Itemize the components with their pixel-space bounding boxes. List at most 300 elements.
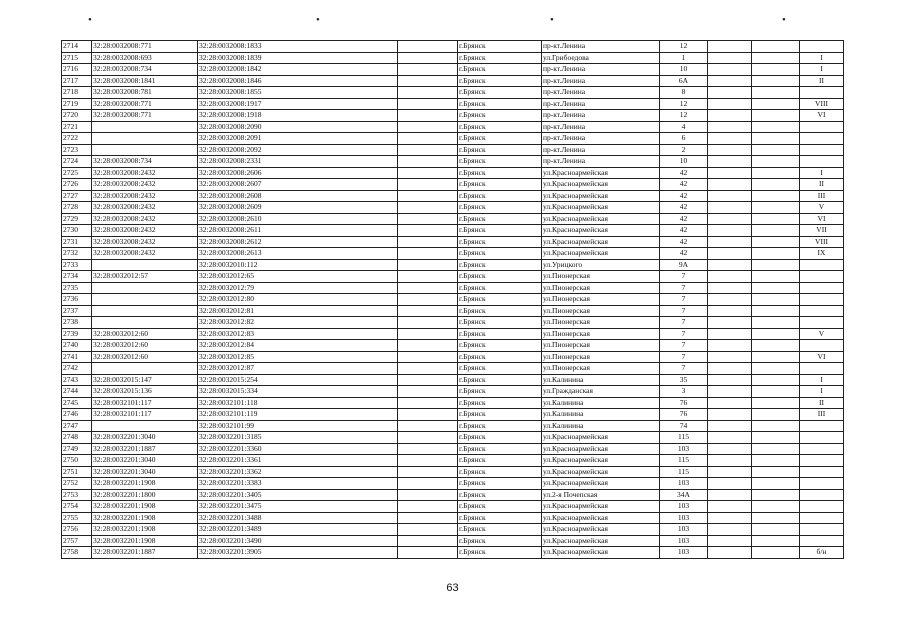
cell-empty (752, 374, 800, 386)
cell-street: пр-кт.Ленина (542, 121, 660, 133)
cell-cadastral-number: 32:28:0032201:3490 (198, 535, 398, 547)
cell-empty (398, 397, 458, 409)
cell-parent-cadastral-number (92, 305, 198, 317)
cell-premises (800, 535, 844, 547)
cell-premises: VI (800, 213, 844, 225)
cell-parent-cadastral-number: 32:28:0032201:1908 (92, 501, 198, 513)
cell-city: г.Брянск (458, 409, 542, 421)
cell-city: г.Брянск (458, 52, 542, 64)
cell-number: 2742 (62, 363, 92, 375)
cell-empty (398, 248, 458, 260)
cell-house: 103 (660, 524, 708, 536)
cell-number: 2720 (62, 110, 92, 122)
cell-cadastral-number: 32:28:0032008:1839 (198, 52, 398, 64)
cell-cadastral-number: 32:28:0032008:2091 (198, 133, 398, 145)
table-row (62, 282, 844, 294)
cell-empty (752, 512, 800, 524)
cell-empty (708, 110, 752, 122)
cell-house: 9А (660, 259, 708, 271)
cell-number: 2722 (62, 133, 92, 145)
cell-empty (398, 501, 458, 513)
cell-number: 2725 (62, 167, 92, 179)
cell-empty (708, 202, 752, 214)
cell-empty (752, 225, 800, 237)
cell-empty (398, 64, 458, 76)
cell-empty (398, 432, 458, 444)
cell-city: г.Брянск (458, 305, 542, 317)
cell-number: 2735 (62, 282, 92, 294)
cell-premises (800, 282, 844, 294)
cell-street: ул.Пионерская (542, 305, 660, 317)
cell-premises (800, 466, 844, 478)
cell-street: ул.Красноармейская (542, 455, 660, 467)
cell-street: пр-кт.Ленина (542, 75, 660, 87)
cell-city: г.Брянск (458, 98, 542, 110)
cell-street: пр-кт.Ленина (542, 133, 660, 145)
cell-cadastral-number: 32:28:0032010:112 (198, 259, 398, 271)
cell-house: 3 (660, 386, 708, 398)
cell-empty (398, 420, 458, 432)
cell-city: г.Брянск (458, 248, 542, 260)
cell-house: 103 (660, 478, 708, 490)
cell-house: 115 (660, 455, 708, 467)
table-row (62, 156, 844, 168)
cell-premises: I (800, 167, 844, 179)
cell-city: г.Брянск (458, 87, 542, 99)
cell-empty (708, 41, 752, 53)
cell-street: ул.Калинина (542, 397, 660, 409)
cell-premises: III (800, 409, 844, 421)
cell-empty (752, 190, 800, 202)
table-row (62, 420, 844, 432)
table-row (62, 144, 844, 156)
cell-parent-cadastral-number: 32:28:0032008:2432 (92, 179, 198, 191)
cell-street: пр-кт.Ленина (542, 41, 660, 53)
cell-parent-cadastral-number: 32:28:0032201:3040 (92, 455, 198, 467)
cell-street: ул.Красноармейская (542, 190, 660, 202)
cell-parent-cadastral-number: 32:28:0032012:60 (92, 328, 198, 340)
cell-parent-cadastral-number: 32:28:0032101:117 (92, 409, 198, 421)
cell-empty (752, 547, 800, 559)
cell-parent-cadastral-number: 32:28:0032008:781 (92, 87, 198, 99)
cell-city: г.Брянск (458, 466, 542, 478)
table-row (62, 121, 844, 133)
cell-empty (398, 41, 458, 53)
cell-street: ул.Красноармейская (542, 236, 660, 248)
table-row (62, 455, 844, 467)
cell-number: 2726 (62, 179, 92, 191)
cell-city: г.Брянск (458, 179, 542, 191)
cell-empty (398, 317, 458, 329)
cell-cadastral-number: 32:28:0032015:254 (198, 374, 398, 386)
cell-cadastral-number: 32:28:0032008:1918 (198, 110, 398, 122)
cell-parent-cadastral-number: 32:28:0032201:1908 (92, 524, 198, 536)
cell-parent-cadastral-number: 32:28:0032201:1887 (92, 443, 198, 455)
cell-empty (398, 167, 458, 179)
cell-premises: I (800, 374, 844, 386)
page-number: 63 (446, 582, 459, 594)
cell-empty (752, 432, 800, 444)
cell-street: ул.Красноармейская (542, 432, 660, 444)
cell-city: г.Брянск (458, 225, 542, 237)
cell-empty (398, 524, 458, 536)
cell-city: г.Брянск (458, 156, 542, 168)
cell-empty (398, 202, 458, 214)
cell-empty (708, 75, 752, 87)
cell-empty (708, 167, 752, 179)
cell-premises (800, 432, 844, 444)
cell-cadastral-number: 32:28:0032012:80 (198, 294, 398, 306)
cell-cadastral-number: 32:28:0032201:3360 (198, 443, 398, 455)
cell-empty (752, 351, 800, 363)
cell-parent-cadastral-number: 32:28:0032201:3040 (92, 466, 198, 478)
cell-cadastral-number: 32:28:0032012:79 (198, 282, 398, 294)
table-row (62, 87, 844, 99)
cell-number: 2754 (62, 501, 92, 513)
cell-cadastral-number: 32:28:0032008:2606 (198, 167, 398, 179)
table-row (62, 374, 844, 386)
cell-street: ул.Пионерская (542, 340, 660, 352)
cell-premises: I (800, 386, 844, 398)
cell-empty (708, 443, 752, 455)
cell-number: 2757 (62, 535, 92, 547)
cell-street: ул.Красноармейская (542, 167, 660, 179)
cell-street: ул.Пионерская (542, 271, 660, 283)
cell-empty (752, 305, 800, 317)
cell-parent-cadastral-number (92, 121, 198, 133)
cell-number: 2743 (62, 374, 92, 386)
cell-premises (800, 443, 844, 455)
cell-city: г.Брянск (458, 340, 542, 352)
cell-parent-cadastral-number: 32:28:0032101:117 (92, 397, 198, 409)
cell-city: г.Брянск (458, 397, 542, 409)
cell-number: 2728 (62, 202, 92, 214)
cell-parent-cadastral-number: 32:28:0032008:771 (92, 110, 198, 122)
cell-parent-cadastral-number: 32:28:0032201:1887 (92, 547, 198, 559)
cell-street: ул.Красноармейская (542, 535, 660, 547)
table-row (62, 133, 844, 145)
cell-premises (800, 87, 844, 99)
cell-parent-cadastral-number: 32:28:0032201:1908 (92, 535, 198, 547)
cell-city: г.Брянск (458, 282, 542, 294)
cell-number: 2740 (62, 340, 92, 352)
cell-empty (752, 87, 800, 99)
table-row (62, 363, 844, 375)
cell-house: 2 (660, 144, 708, 156)
cell-empty (398, 535, 458, 547)
cell-empty (398, 121, 458, 133)
table-row (62, 190, 844, 202)
cell-empty (398, 374, 458, 386)
cell-parent-cadastral-number: 32:28:0032012:57 (92, 271, 198, 283)
table-row (62, 478, 844, 490)
cell-city: г.Брянск (458, 317, 542, 329)
cell-premises (800, 317, 844, 329)
cell-number: 2717 (62, 75, 92, 87)
cell-empty (708, 535, 752, 547)
cell-parent-cadastral-number (92, 317, 198, 329)
cell-house: 42 (660, 202, 708, 214)
cell-number: 2748 (62, 432, 92, 444)
cell-street: пр-кт.Ленина (542, 110, 660, 122)
cell-premises (800, 294, 844, 306)
cell-street: ул.Пионерская (542, 282, 660, 294)
cell-empty (752, 110, 800, 122)
cell-parent-cadastral-number: 32:28:0032008:734 (92, 156, 198, 168)
cell-cadastral-number: 32:28:0032008:1833 (198, 41, 398, 53)
cell-premises: V (800, 202, 844, 214)
cell-parent-cadastral-number: 32:28:0032008:734 (92, 64, 198, 76)
cell-empty (708, 478, 752, 490)
cell-house: 12 (660, 41, 708, 53)
cell-empty (708, 133, 752, 145)
cell-city: г.Брянск (458, 443, 542, 455)
cell-cadastral-number: 32:28:0032012:81 (198, 305, 398, 317)
cell-empty (708, 501, 752, 513)
cell-number: 2751 (62, 466, 92, 478)
cell-street: ул.Пионерская (542, 351, 660, 363)
cell-empty (398, 87, 458, 99)
cell-house: 7 (660, 340, 708, 352)
cell-empty (752, 236, 800, 248)
cell-empty (708, 363, 752, 375)
cell-empty (398, 547, 458, 559)
cell-house: 7 (660, 294, 708, 306)
cell-cadastral-number: 32:28:0032008:2613 (198, 248, 398, 260)
cell-street: ул.Красноармейская (542, 202, 660, 214)
cell-cadastral-number: 32:28:0032201:3362 (198, 466, 398, 478)
scan-mark: • (782, 14, 786, 26)
cell-empty (708, 64, 752, 76)
table-row (62, 52, 844, 64)
cell-empty (752, 156, 800, 168)
table-row (62, 501, 844, 513)
cell-premises: V (800, 328, 844, 340)
cell-premises (800, 455, 844, 467)
cell-house: 42 (660, 179, 708, 191)
cell-number: 2753 (62, 489, 92, 501)
cell-city: г.Брянск (458, 455, 542, 467)
cell-cadastral-number: 32:28:0032012:84 (198, 340, 398, 352)
cell-house: 10 (660, 156, 708, 168)
cell-city: г.Брянск (458, 489, 542, 501)
cell-house: 42 (660, 213, 708, 225)
cell-empty (398, 259, 458, 271)
table-row (62, 167, 844, 179)
cell-street: ул.Пионерская (542, 294, 660, 306)
cell-parent-cadastral-number: 32:28:0032008:771 (92, 98, 198, 110)
cell-premises (800, 512, 844, 524)
cell-house: 76 (660, 409, 708, 421)
cell-premises (800, 524, 844, 536)
cell-parent-cadastral-number: 32:28:0032008:2432 (92, 190, 198, 202)
cell-empty (398, 409, 458, 421)
cell-street: ул.2-я Почепская (542, 489, 660, 501)
cell-cadastral-number: 32:28:0032012:83 (198, 328, 398, 340)
cell-parent-cadastral-number: 32:28:0032015:147 (92, 374, 198, 386)
cell-cadastral-number: 32:28:0032012:85 (198, 351, 398, 363)
cell-number: 2749 (62, 443, 92, 455)
cell-street: ул.Калинина (542, 420, 660, 432)
cell-empty (398, 144, 458, 156)
cell-house: 7 (660, 305, 708, 317)
table-row (62, 259, 844, 271)
cell-house: 42 (660, 167, 708, 179)
cell-street: ул.Калинина (542, 409, 660, 421)
cell-street: ул.Красноармейская (542, 443, 660, 455)
cell-empty (708, 455, 752, 467)
cell-cadastral-number: 32:28:0032201:3383 (198, 478, 398, 490)
cell-street: ул.Красноармейская (542, 524, 660, 536)
cell-empty (708, 432, 752, 444)
scan-mark: • (316, 14, 320, 26)
cell-empty (752, 420, 800, 432)
cell-street: ул.Красноармейская (542, 213, 660, 225)
cell-empty (752, 466, 800, 478)
table-row (62, 75, 844, 87)
cell-parent-cadastral-number: 32:28:0032201:1908 (92, 512, 198, 524)
cell-number: 2747 (62, 420, 92, 432)
cell-empty (752, 282, 800, 294)
cell-number: 2739 (62, 328, 92, 340)
cell-premises (800, 133, 844, 145)
cell-house: 115 (660, 466, 708, 478)
cell-house: 42 (660, 190, 708, 202)
cell-number: 2741 (62, 351, 92, 363)
cell-cadastral-number: 32:28:0032201:3488 (198, 512, 398, 524)
cell-parent-cadastral-number: 32:28:0032008:693 (92, 52, 198, 64)
cell-number: 2750 (62, 455, 92, 467)
cell-street: ул.Красноармейская (542, 225, 660, 237)
cell-parent-cadastral-number: 32:28:0032008:771 (92, 41, 198, 53)
cell-house: 7 (660, 351, 708, 363)
table-row (62, 236, 844, 248)
table-row (62, 466, 844, 478)
cell-parent-cadastral-number: 32:28:0032008:2432 (92, 213, 198, 225)
table-row (62, 443, 844, 455)
cell-empty (398, 455, 458, 467)
cell-empty (708, 397, 752, 409)
cell-city: г.Брянск (458, 535, 542, 547)
cell-cadastral-number: 32:28:0032101:118 (198, 397, 398, 409)
cell-house: 12 (660, 110, 708, 122)
cell-empty (752, 455, 800, 467)
cell-empty (398, 294, 458, 306)
cell-cadastral-number: 32:28:0032008:2608 (198, 190, 398, 202)
cell-premises: б/н (800, 547, 844, 559)
cell-city: г.Брянск (458, 363, 542, 375)
cell-number: 2715 (62, 52, 92, 64)
cell-cadastral-number: 32:28:0032201:3185 (198, 432, 398, 444)
cell-number: 2746 (62, 409, 92, 421)
table-row (62, 524, 844, 536)
cell-empty (752, 524, 800, 536)
cell-empty (708, 144, 752, 156)
cell-empty (752, 98, 800, 110)
cell-number: 2744 (62, 386, 92, 398)
table-row (62, 110, 844, 122)
cell-empty (752, 52, 800, 64)
cell-empty (752, 340, 800, 352)
cell-house: 12 (660, 98, 708, 110)
cell-number: 2723 (62, 144, 92, 156)
cell-empty (398, 363, 458, 375)
cell-empty (398, 386, 458, 398)
cell-cadastral-number: 32:28:0032201:3905 (198, 547, 398, 559)
cell-number: 2724 (62, 156, 92, 168)
table-row (62, 213, 844, 225)
table-row (62, 397, 844, 409)
cell-street: ул.Гражданская (542, 386, 660, 398)
cell-number: 2736 (62, 294, 92, 306)
cell-number: 2733 (62, 259, 92, 271)
cell-empty (708, 225, 752, 237)
cell-empty (708, 52, 752, 64)
table-row (62, 535, 844, 547)
cell-empty (708, 156, 752, 168)
cell-number: 2716 (62, 64, 92, 76)
cell-number: 2738 (62, 317, 92, 329)
cell-empty (398, 512, 458, 524)
table-row (62, 489, 844, 501)
cell-city: г.Брянск (458, 512, 542, 524)
cell-street: ул.Грибоедова (542, 52, 660, 64)
cell-street: ул.Красноармейская (542, 501, 660, 513)
cell-cadastral-number: 32:28:0032015:334 (198, 386, 398, 398)
cell-house: 6 (660, 133, 708, 145)
cell-empty (752, 248, 800, 260)
cell-parent-cadastral-number: 32:28:0032008:1841 (92, 75, 198, 87)
cell-empty (398, 351, 458, 363)
cell-number: 2718 (62, 87, 92, 99)
cell-premises (800, 478, 844, 490)
cell-empty (708, 248, 752, 260)
cell-number: 2734 (62, 271, 92, 283)
cell-house: 74 (660, 420, 708, 432)
cell-empty (708, 328, 752, 340)
scan-mark: • (550, 14, 554, 26)
cell-street: ул.Красноармейская (542, 478, 660, 490)
cell-empty (752, 213, 800, 225)
cell-empty (752, 489, 800, 501)
cell-cadastral-number: 32:28:0032201:3475 (198, 501, 398, 513)
cell-empty (708, 305, 752, 317)
table-row (62, 271, 844, 283)
table-row (62, 547, 844, 559)
cell-empty (752, 535, 800, 547)
cell-empty (752, 75, 800, 87)
cell-city: г.Брянск (458, 110, 542, 122)
cell-cadastral-number: 32:28:0032012:65 (198, 271, 398, 283)
cell-city: г.Брянск (458, 547, 542, 559)
cell-number: 2719 (62, 98, 92, 110)
cell-premises (800, 144, 844, 156)
cell-empty (398, 489, 458, 501)
cell-cadastral-number: 32:28:0032008:2607 (198, 179, 398, 191)
cell-premises (800, 121, 844, 133)
cell-house: 1 (660, 52, 708, 64)
cell-empty (708, 317, 752, 329)
cell-number: 2756 (62, 524, 92, 536)
cell-premises (800, 420, 844, 432)
cell-empty (398, 236, 458, 248)
cell-parent-cadastral-number: 32:28:0032008:2432 (92, 202, 198, 214)
cell-house: 7 (660, 282, 708, 294)
cell-house: 7 (660, 328, 708, 340)
cell-empty (398, 133, 458, 145)
cell-premises (800, 501, 844, 513)
cell-city: г.Брянск (458, 501, 542, 513)
